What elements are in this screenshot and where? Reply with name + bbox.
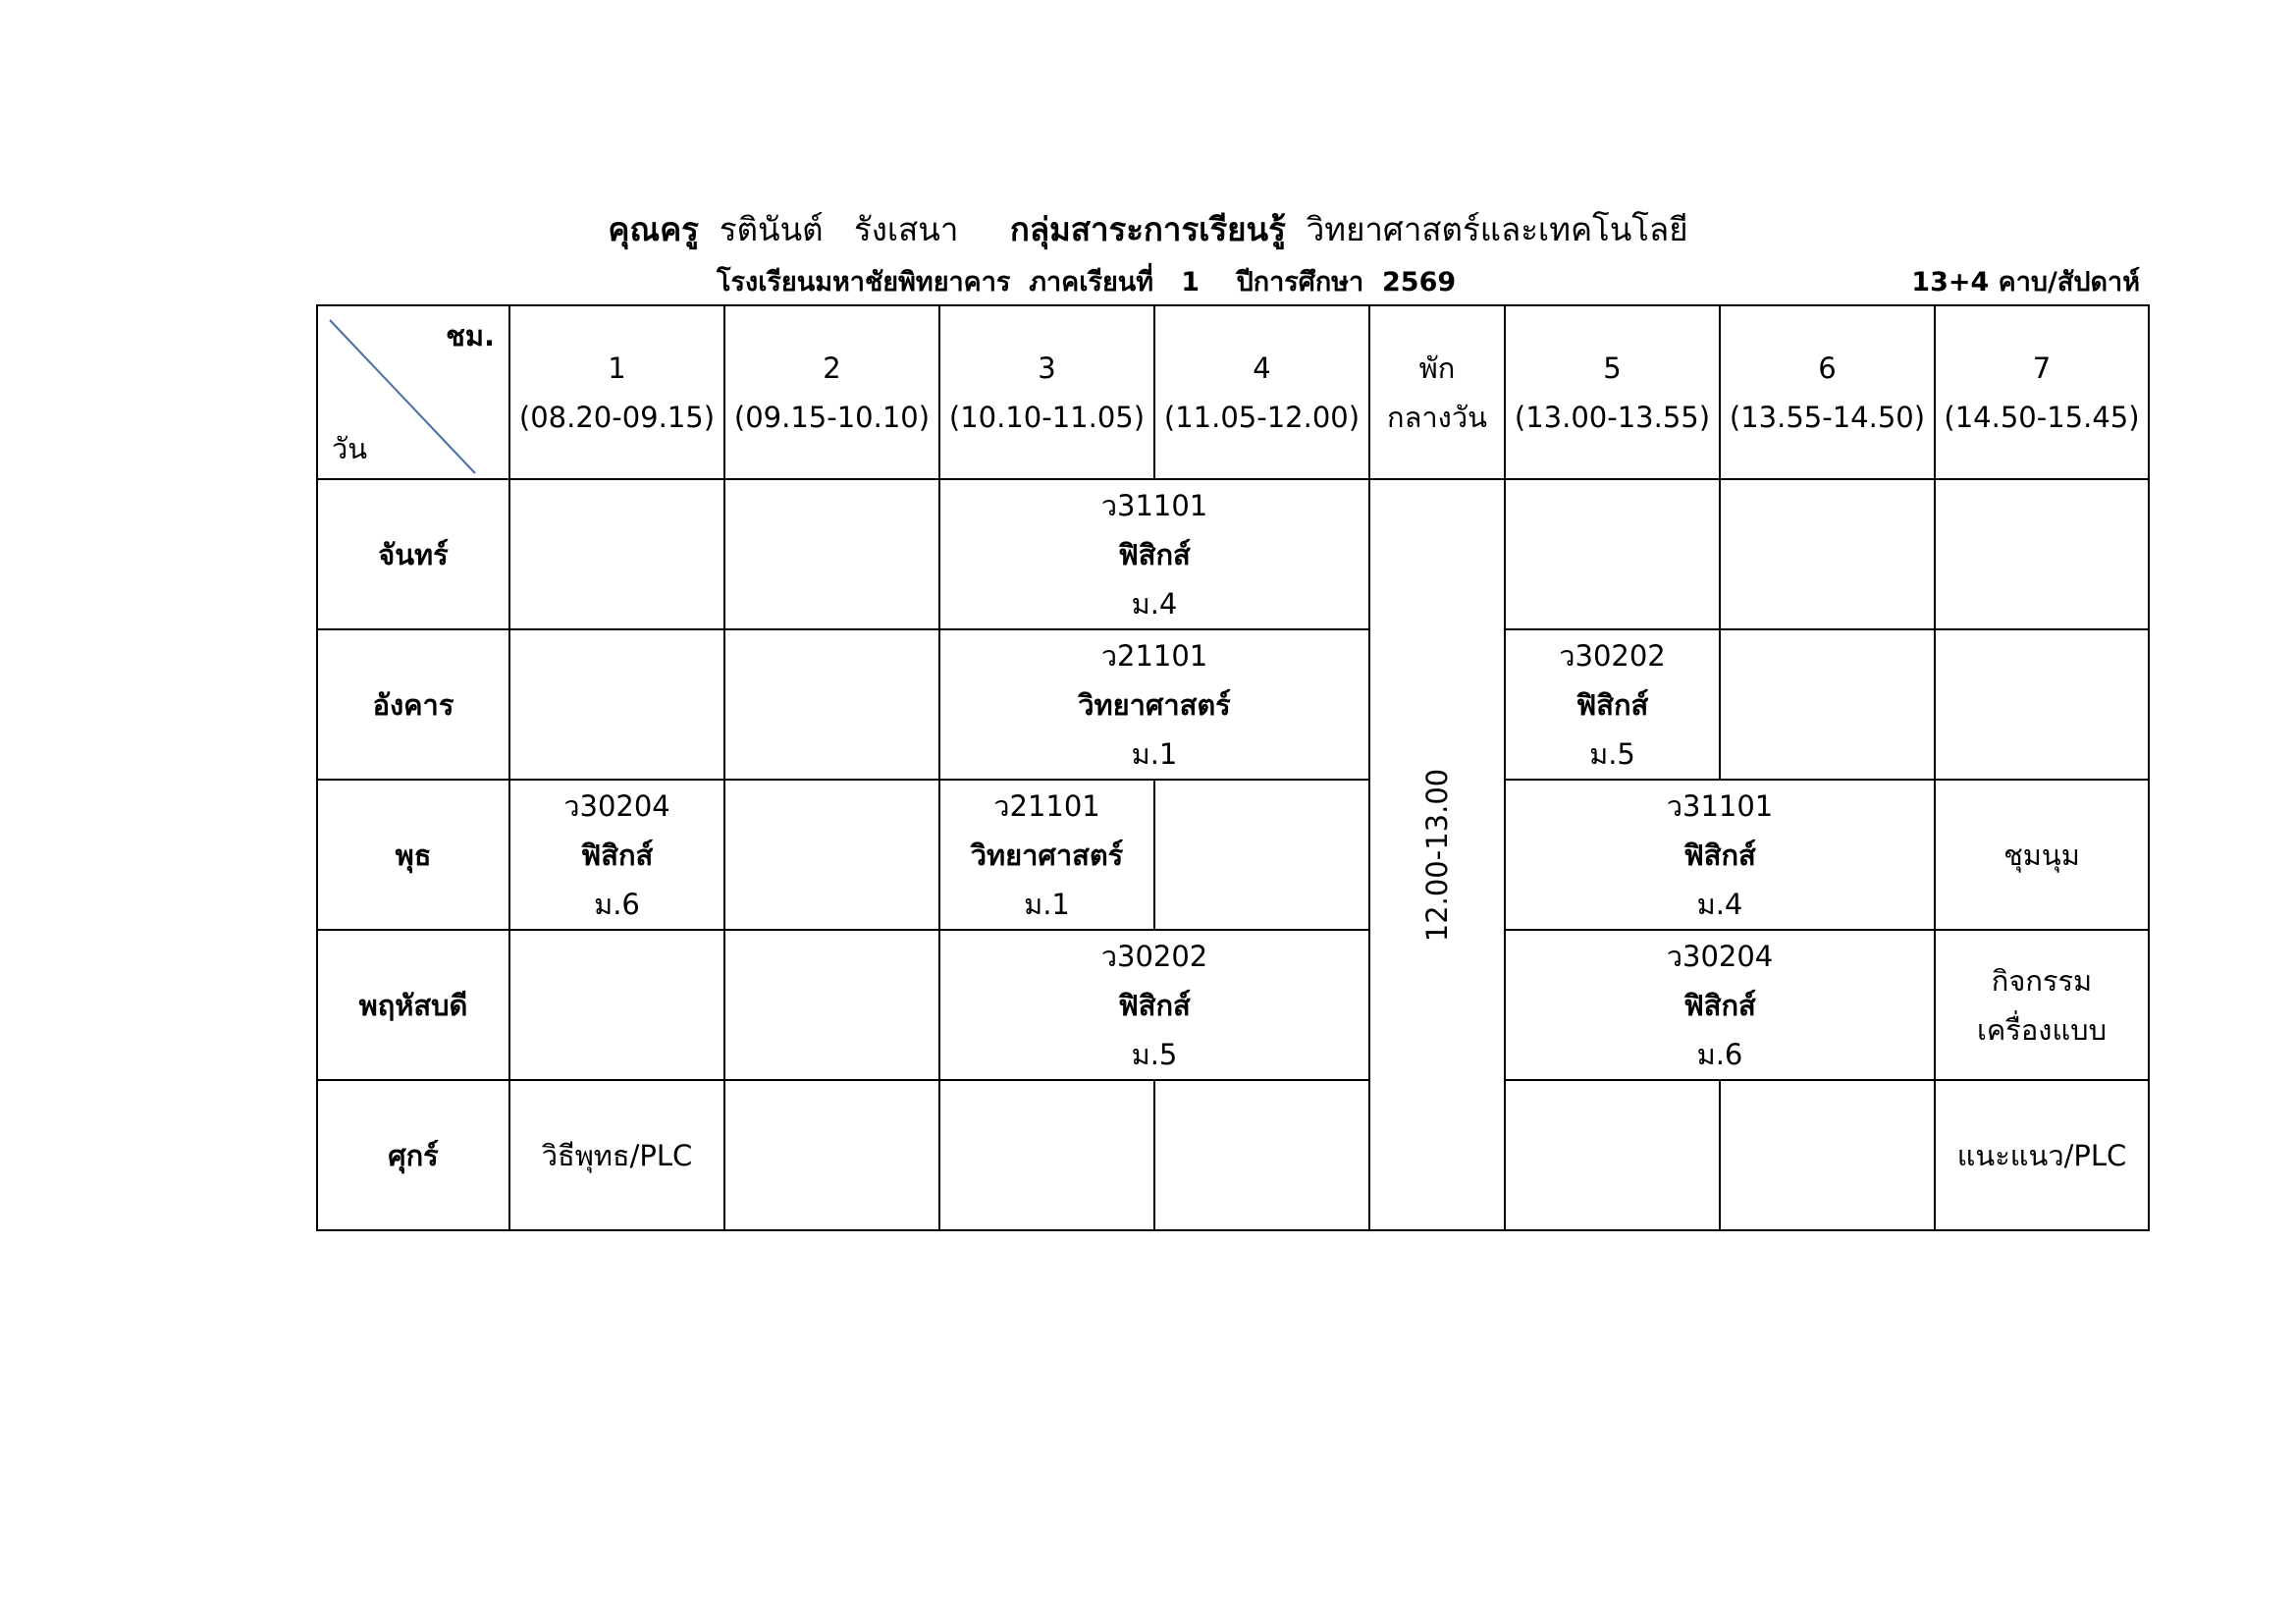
- slot-empty: [509, 479, 724, 629]
- period-time: (11.05-12.00): [1163, 400, 1361, 434]
- slot-empty: [1720, 629, 1935, 780]
- lunch-label-2: กลางวัน: [1387, 400, 1487, 434]
- slot-empty: [939, 1080, 1154, 1230]
- period-header-6: [1720, 305, 1935, 479]
- period-number: 2: [823, 351, 841, 385]
- course-level: ม.1: [1024, 887, 1070, 921]
- slot-empty: [1505, 1080, 1720, 1230]
- class-slot: [509, 780, 724, 930]
- class-slot: [939, 930, 1369, 1080]
- teacher-prefix: คุณครู: [608, 210, 699, 248]
- slot-empty: [724, 930, 939, 1080]
- course-code: ว30204: [1666, 939, 1774, 973]
- course-subject: ฟิสิกส์: [1683, 988, 1756, 1022]
- period-number: 3: [1038, 351, 1056, 385]
- activity-line-2: เครื่องแบบ: [1977, 1012, 2107, 1047]
- slot-empty: [1154, 1080, 1369, 1230]
- slot-empty: [724, 629, 939, 780]
- course-code: ว21101: [993, 788, 1100, 823]
- class-slot: [939, 629, 1369, 780]
- period-number: 6: [1818, 351, 1837, 385]
- corner-cell: [317, 305, 509, 479]
- row-wednesday: [317, 780, 2149, 930]
- course-code: ว31101: [1666, 788, 1774, 823]
- period-number: 7: [2032, 351, 2052, 385]
- lunch-time: 12.00-13.00: [1420, 768, 1454, 942]
- activity-line-1: กิจกรรม: [1991, 963, 2093, 998]
- day-label: ศุกร์: [317, 1080, 509, 1230]
- course-level: ม.5: [1131, 1037, 1178, 1071]
- course-level: ม.4: [1696, 887, 1743, 921]
- course-subject: ฟิสิกส์: [580, 838, 654, 872]
- period-time: (08.20-09.15): [518, 400, 716, 434]
- course-code: ว30204: [563, 788, 670, 823]
- slot-empty: [724, 780, 939, 930]
- class-slot: [939, 479, 1369, 629]
- period-time: (14.50-15.45): [1944, 400, 2140, 434]
- course-code: ว31101: [1100, 488, 1208, 522]
- activity-slot: แนะแนว/PLC: [1935, 1080, 2149, 1230]
- group-label: กลุ่มสาระการเรียนรู้: [1009, 210, 1286, 248]
- corner-period-label: ชม.: [446, 319, 495, 352]
- period-time: (13.55-14.50): [1729, 400, 1926, 434]
- period-time: (13.00-13.55): [1514, 400, 1711, 434]
- course-code: ว30202: [1559, 638, 1666, 673]
- course-subject: ฟิสิกส์: [1118, 537, 1191, 571]
- row-friday: [317, 1080, 2149, 1230]
- class-slot: [1505, 780, 1935, 930]
- period-header-2: [724, 305, 939, 479]
- subtitle-row: [314, 261, 2140, 304]
- timetable: [316, 304, 2150, 1231]
- course-level: ม.6: [1696, 1037, 1743, 1071]
- course-subject: ฟิสิกส์: [1683, 838, 1756, 872]
- period-number: 5: [1603, 351, 1622, 385]
- class-slot: [939, 780, 1154, 930]
- school-line: โรงเรียนมหาชัยพิทยาคาร ภาคเรียนที่ 1 ปีการศึกษา 2569: [717, 267, 1457, 298]
- course-code: ว30202: [1100, 939, 1208, 973]
- slot-empty: [509, 629, 724, 780]
- header-row: [317, 305, 2149, 479]
- day-label: พุธ: [317, 780, 509, 930]
- period-number: 4: [1253, 351, 1271, 385]
- day-label: พฤหัสบดี: [317, 930, 509, 1080]
- slot-empty: [1935, 479, 2149, 629]
- period-time: (10.10-11.05): [948, 400, 1146, 434]
- lunch-label: พัก: [1418, 351, 1456, 385]
- course-subject: วิทยาศาสตร์: [1078, 687, 1231, 722]
- periods-per-week: 13+4 คาบ/สัปดาห์: [1911, 267, 2140, 298]
- teacher-name: รตินันต์ รังเสนา: [719, 210, 959, 248]
- course-subject: วิทยาศาสตร์: [970, 838, 1124, 872]
- day-label: จันทร์: [317, 479, 509, 629]
- group-name: วิทยาศาสตร์และเทคโนโลยี: [1306, 210, 1688, 248]
- lunch-column: [1369, 479, 1505, 1230]
- period-number: 1: [608, 351, 626, 385]
- class-slot: [1505, 930, 1935, 1080]
- slot-empty: [1720, 479, 1935, 629]
- row-thursday: [317, 930, 2149, 1080]
- class-slot: [1505, 629, 1720, 780]
- course-level: ม.6: [594, 887, 640, 921]
- course-code: ว21101: [1100, 638, 1208, 673]
- course-subject: ฟิสิกส์: [1118, 988, 1191, 1022]
- slot-empty: [1505, 479, 1720, 629]
- slot-empty: [1720, 1080, 1935, 1230]
- row-monday: [317, 479, 2149, 629]
- lunch-header: [1369, 305, 1505, 479]
- activity-slot: ชุมนุม: [1935, 780, 2149, 930]
- slot-empty: [509, 930, 724, 1080]
- activity-slot: [1935, 930, 2149, 1080]
- period-header-1: [509, 305, 724, 479]
- slot-empty: [1154, 780, 1369, 930]
- period-time: (09.15-10.10): [733, 400, 931, 434]
- course-subject: ฟิสิกส์: [1575, 687, 1649, 722]
- course-level: ม.4: [1131, 586, 1178, 621]
- slot-empty: [1935, 629, 2149, 780]
- period-header-5: [1505, 305, 1720, 479]
- activity-slot: วิธีพุทธ/PLC: [509, 1080, 724, 1230]
- row-tuesday: [317, 629, 2149, 780]
- course-level: ม.5: [1589, 736, 1635, 771]
- page-title: [0, 204, 2296, 255]
- day-label: อังคาร: [317, 629, 509, 780]
- period-header-3: [939, 305, 1154, 479]
- slot-empty: [724, 1080, 939, 1230]
- period-header-4: [1154, 305, 1369, 479]
- corner-day-label: วัน: [332, 432, 368, 465]
- course-level: ม.1: [1131, 736, 1178, 771]
- slot-empty: [724, 479, 939, 629]
- period-header-7: [1935, 305, 2149, 479]
